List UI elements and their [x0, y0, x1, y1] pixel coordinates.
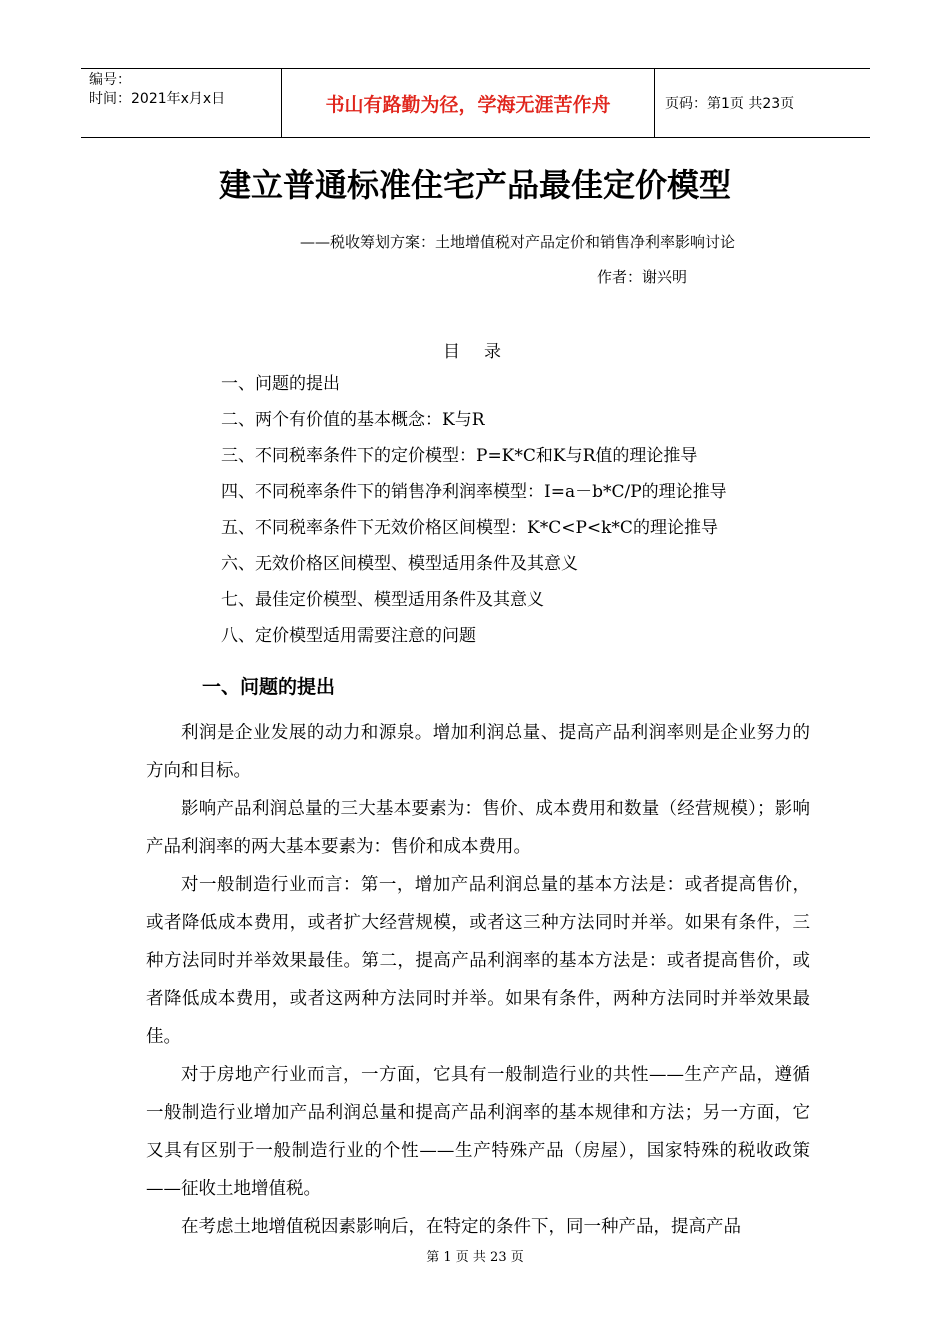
- document-title: 建立普通标准住宅产品最佳定价模型: [218, 166, 731, 204]
- toc-item: 五、不同税率条件下无效价格区间模型：K*C<P<k*C的理论推导: [221, 518, 718, 538]
- toc-item: 四、不同税率条件下的销售净利润率模型：I=a－b*C/P的理论推导: [221, 482, 727, 502]
- header-motto: 书山有路勤为径，学海无涯苦作舟: [325, 93, 611, 116]
- header-motto-cell: [281, 69, 655, 137]
- page-footer: 第 1 页 共 23 页: [426, 1250, 524, 1265]
- toc-item: 二、两个有价值的基本概念：K与R: [221, 410, 485, 430]
- document-number-label: 编号：: [89, 72, 131, 88]
- toc-item: 三、不同税率条件下的定价模型：P=K*C和K与R值的理论推导: [221, 446, 698, 466]
- paragraph: 在考虑土地增值税因素影响后，在特定的条件下，同一种产品，提高产品: [181, 1217, 741, 1237]
- toc-item: 八、定价模型适用需要注意的问题: [221, 626, 476, 646]
- header-page-info: 页码：第1页 共23页: [665, 96, 795, 112]
- toc-heading: 目录: [443, 342, 525, 362]
- document-date: 时间：2021年x月x日: [89, 91, 226, 107]
- toc-item: 六、无效价格区间模型、模型适用条件及其意义: [221, 554, 578, 574]
- toc-item: 七、最佳定价模型、模型适用条件及其意义: [221, 590, 544, 610]
- paragraph: 对于房地产行业而言，一方面，它具有一般制造行业的共性——生产产品，遵循一般制造行业增加产品利润总量和提高产品利润率的基本规律和方法；另一方面，它又具有区别于一般制造行业的个性——生产特殊产品（房屋），国家特殊的税收政策——征收土地增值税。: [146, 1065, 810, 1199]
- section-heading: 一、问题的提出: [202, 676, 336, 698]
- table-of-contents: [221, 366, 727, 654]
- header-meta: [81, 69, 281, 137]
- toc-item: 一、问题的提出: [221, 374, 340, 394]
- paragraph: 影响产品利润总量的三大基本要素为：售价、成本费用和数量（经营规模）；影响产品利润率的两大基本要素为：售价和成本费用。: [146, 799, 810, 857]
- document-author: 作者：谢兴明: [597, 268, 688, 286]
- page-header: [81, 68, 870, 138]
- paragraph: 对一般制造行业而言：第一，增加产品利润总量的基本方法是：或者提高售价，或者降低成本费用，或者扩大经营规模，或者这三种方法同时并举。如果有条件，三种方法同时并举效果最佳。第二，提高产品利润率的基本方法是：或者提高售价，或者降低成本费用，或者这两种方法同时并举。如果有条件，两种方法同时并举效果最佳。: [146, 875, 810, 1047]
- paragraph: 利润是企业发展的动力和源泉。增加利润总量、提高产品利润率则是企业努力的方向和目标。: [146, 723, 810, 781]
- section-body: [146, 714, 810, 1246]
- document-subtitle: ——税收筹划方案：土地增值税对产品定价和销售净利率影响讨论: [300, 233, 736, 251]
